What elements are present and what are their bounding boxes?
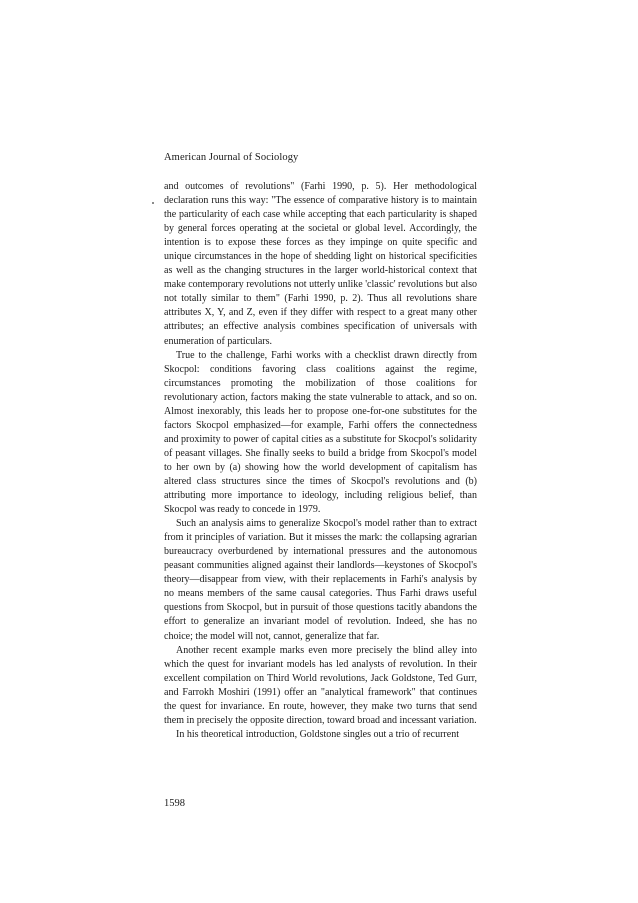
journal-page bbox=[164, 0, 477, 903]
scan-speck bbox=[152, 202, 154, 204]
article-body bbox=[164, 180, 477, 742]
paragraph: In his theoretical introduction, Goldstone singles out a trio of recurrent bbox=[176, 728, 459, 740]
paragraph: True to the challenge, Farhi works with a checklist drawn directly from Skocpol: conditions favoring class coalitions against the regime, circumstances promoting the mobilization of those coalitions for revolutionary action, factors making the state vulnerable to attack, and so on. Almost inexorably, this leads her to propose one-for-one substitutes for the factors Skocpol emphasized—for example, Farhi offers the connectedness and proximity to power of capital cities as a substitute for Skocpol's solidarity of peasant villages. She finally seeks to build a bridge from Skocpol's model to her own by (a) showing how the world development of capitalism has altered class structures since the times of Skocpol's revolutions and (b) attributing more importance to ideology, including religious belief, than Skocpol was ready to concede in 1979. bbox=[164, 349, 477, 516]
running-head: American Journal of Sociology bbox=[164, 152, 299, 163]
paragraph: and outcomes of revolutions" (Farhi 1990, p. 5). Her methodological declaration runs this way: "The essence of comparative history is to maintain the particularity of each case while accepting that each particularity is shaped by general forces operating at the societal or global level. Accordingly, the intention is to expose these forces as they impinge on quite specific and unique circumstances in the hope of shedding light on historical specificities as well as the changing structures in the larger world-historical context that make contemporary revolutions not utterly unlike 'classic' revolutions but also not totally similar to them" (Farhi 1990, p. 2). Thus all revolutions share attributes X, Y, and Z, even if they differ with respect to a great many other attributes; an effective analysis combines specification of universals with enumeration of particulars. bbox=[164, 181, 477, 347]
paragraph: Another recent example marks even more precisely the blind alley into which the quest for invariant models has led analysts of revolution. In their excellent compilation on Third World revolutions, Jack Goldstone, Ted Gurr, and Farrokh Moshiri (1991) offer an "analytical framework" that continues the quest for invariance. En route, however, they make two turns that send them in precisely the opposite direction, toward broad and incessant variation. bbox=[164, 644, 477, 726]
paragraph: Such an analysis aims to generalize Skocpol's model rather than to extract from it principles of variation. But it misses the mark: the collapsing agrarian bureaucracy overburdened by international pressures and the autonomous peasant communities aligned against their landlords—keystones of Skocpol's theory—disappear from view, with their replacements in Farhi's analysis by no means members of the same causal categories. Thus Farhi draws useful questions from Skocpol, but in pursuit of those questions tacitly abandons the effort to generalize an invariant model of revolution. Indeed, she has no choice; the model will not, cannot, generalize that far. bbox=[164, 518, 477, 642]
page-number: 1598 bbox=[164, 798, 185, 809]
